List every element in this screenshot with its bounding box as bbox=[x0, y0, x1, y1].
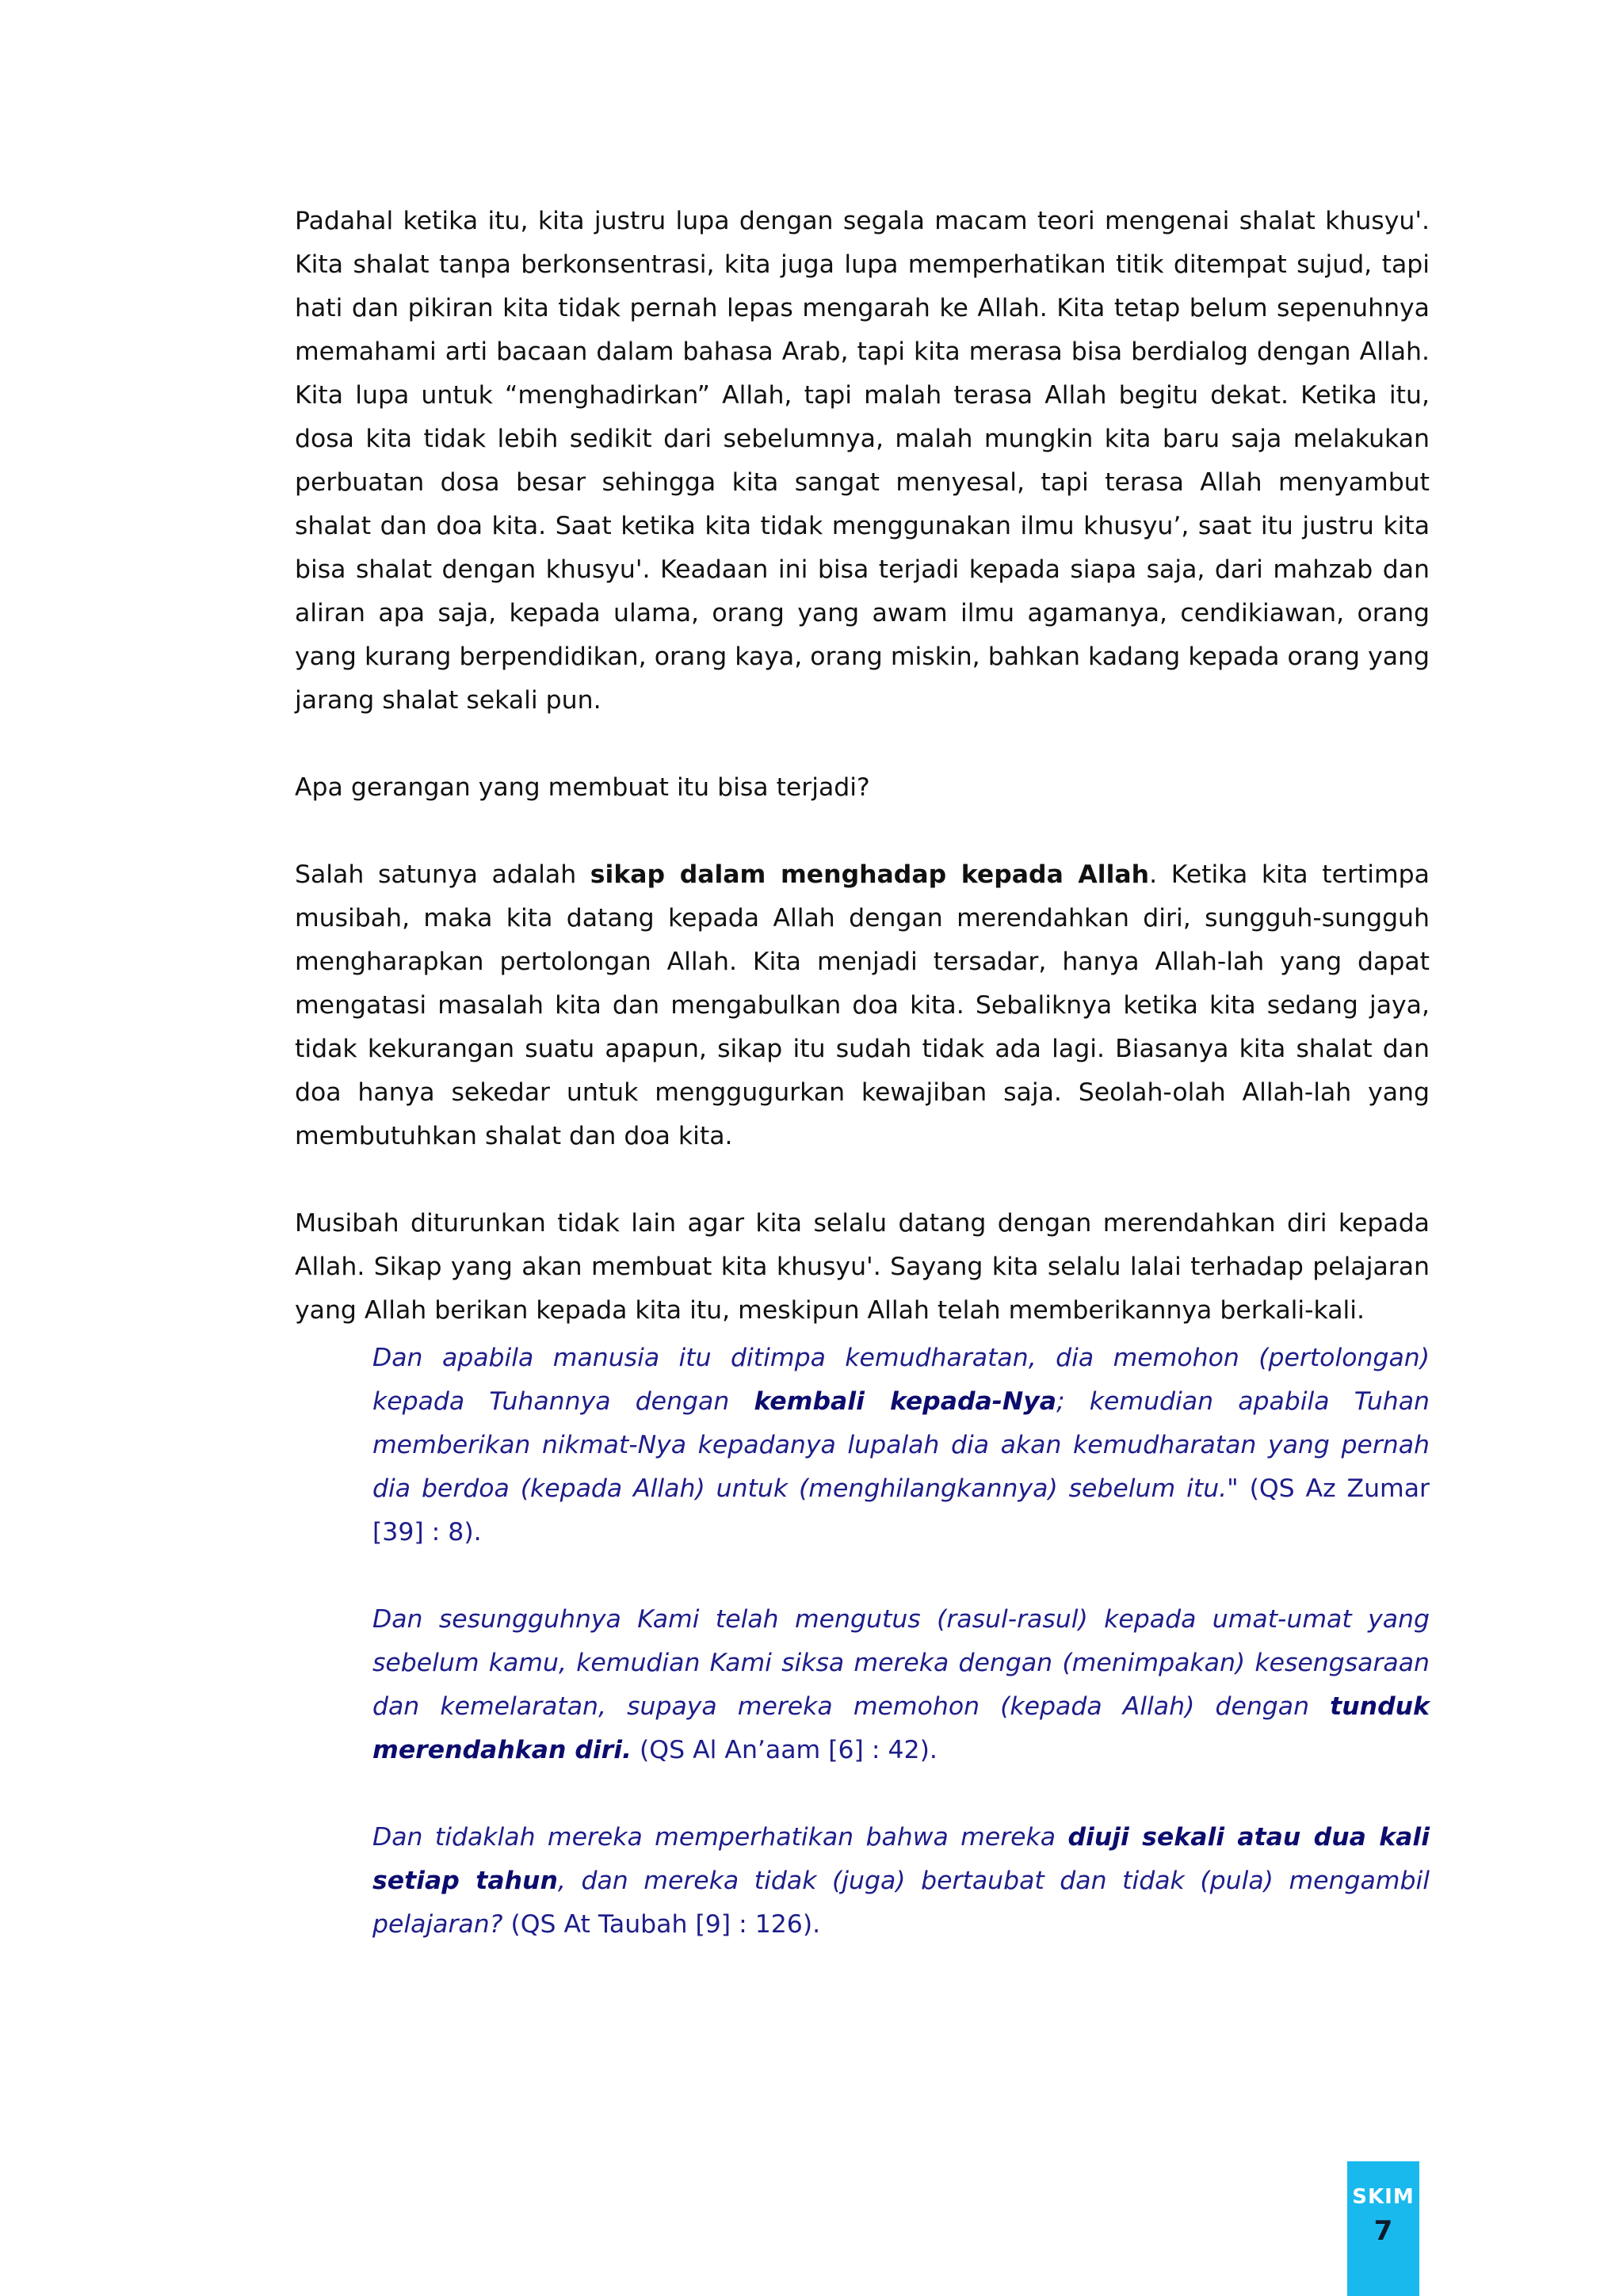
page-number: 7 bbox=[1373, 2215, 1393, 2247]
quote-1 bbox=[372, 1337, 1430, 1554]
quran-quotes bbox=[372, 1337, 1430, 1947]
paragraph-3-end: . Ketika kita tertimpa musibah, maka kita datang kepada Allah dengan merendahkan diri, sungguh-sungguh mengharapkan pertolongan Allah. Kita menjadi tersadar, hanya Allah-lah yang dapat mengatasi masalah kita dan mengabulkan doa kita. Sebaliknya ketika kita sedang jaya, tidak kekurangan suatu apapun, sikap itu sudah tidak ada lagi. Biasanya kita shalat dan doa hanya sekedar untuk menggugurkan kewajiban saja. Seolah-olah Allah-lah yang membutuhkan shalat dan doa kita. bbox=[295, 860, 1430, 1150]
paragraph-1: Padahal ketika itu, kita justru lupa dengan segala macam teori mengenai shalat khusyu'. Kita shalat tanpa berkonsentrasi, kita juga lupa memperhatikan titik ditempat sujud, tapi hati dan pikiran kita tidak pernah lepas mengarah ke Allah. Kita tetap belum sepenuhnya memahami arti bacaan dalam bahasa Arab, tapi kita merasa bisa berdialog dengan Allah. Kita lupa untuk “menghadirkan” Allah, tapi malah terasa Allah begitu dekat. Ketika itu, dosa kita tidak lebih sedikit dari sebelumnya, malah mungkin kita baru saja melakukan perbuatan dosa besar sehingga kita sangat menyesal, tapi terasa Allah menyambut shalat dan doa kita. Saat ketika kita tidak menggunakan ilmu khusyu’, saat itu justru kita bisa shalat dengan khusyu'. Keadaan ini bisa terjadi kepada siapa saja, dari mahzab dan aliran apa saja, kepada ulama, orang yang awam ilmu agamanya, cendikiawan, orang yang kurang berpendidikan, orang kaya, orang miskin, bahkan kadang kepada orang yang jarang shalat sekali pun. bbox=[295, 207, 1430, 715]
brand-label: SKIM bbox=[1352, 2185, 1415, 2209]
quote-3-emphasis: diuji sekali atau dua kali setiap tahun bbox=[372, 1823, 1430, 1895]
quote-1-citation: (QS Az Zumar [39] : 8). bbox=[372, 1474, 1430, 1547]
quote-1-emphasis: kembali kepada-Nya bbox=[754, 1387, 1056, 1416]
quote-3-start: Dan tidaklah mereka memperhatikan bahwa mereka bbox=[372, 1823, 1068, 1852]
body-text bbox=[295, 200, 1430, 1333]
paragraph-2: Apa gerangan yang membuat itu bisa terjadi? bbox=[295, 773, 870, 802]
quote-2-emphasis: tunduk merendahkan diri. bbox=[372, 1692, 1430, 1764]
paragraph-3 bbox=[295, 853, 1430, 1158]
quote-2 bbox=[372, 1598, 1430, 1772]
paragraph-3-emphasis: sikap dalam menghadap kepada Allah bbox=[590, 860, 1150, 889]
quote-3 bbox=[372, 1816, 1430, 1947]
paragraph-4: Musibah diturunkan tidak lain agar kita selalu datang dengan merendahkan diri kepada Allah. Sikap yang akan membuat kita khusyu'. Sayang kita selalu lalai terhadap pelajaran yang Allah berikan kepada kita itu, meskipun Allah telah memberikannya berkali-kali. bbox=[295, 1209, 1430, 1325]
paragraph-3-start: Salah satunya adalah bbox=[295, 860, 590, 889]
quote-3-end: , dan mereka tidak (juga) bertaubat dan tidak (pula) mengambil pelajaran? bbox=[372, 1867, 1430, 1939]
quote-1-start: Dan apabila manusia itu ditimpa kemudharatan, dia memohon (pertolongan) kepada Tuhannya dengan bbox=[372, 1344, 1430, 1416]
quote-2-citation: (QS Al An’aam [6] : 42). bbox=[631, 1736, 938, 1764]
quote-3-citation: (QS At Taubah [9] : 126). bbox=[510, 1910, 821, 1939]
page-number-tab bbox=[1347, 2161, 1419, 2296]
quote-1-end: ; kemudian apabila Tuhan memberikan nikmat-Nya kepadanya lupalah dia akan kemudharatan yang pernah dia berdoa (kepada Allah) untuk (menghilangkannya) sebelum itu." bbox=[372, 1387, 1430, 1503]
quote-2-start: Dan sesungguhnya Kami telah mengutus (rasul-rasul) kepada umat-umat yang sebelum kamu, kemudian Kami siksa mereka dengan (menimpakan) kesengsaraan dan kemelaratan, supaya mereka memohon (kepada Allah) dengan bbox=[372, 1605, 1430, 1721]
